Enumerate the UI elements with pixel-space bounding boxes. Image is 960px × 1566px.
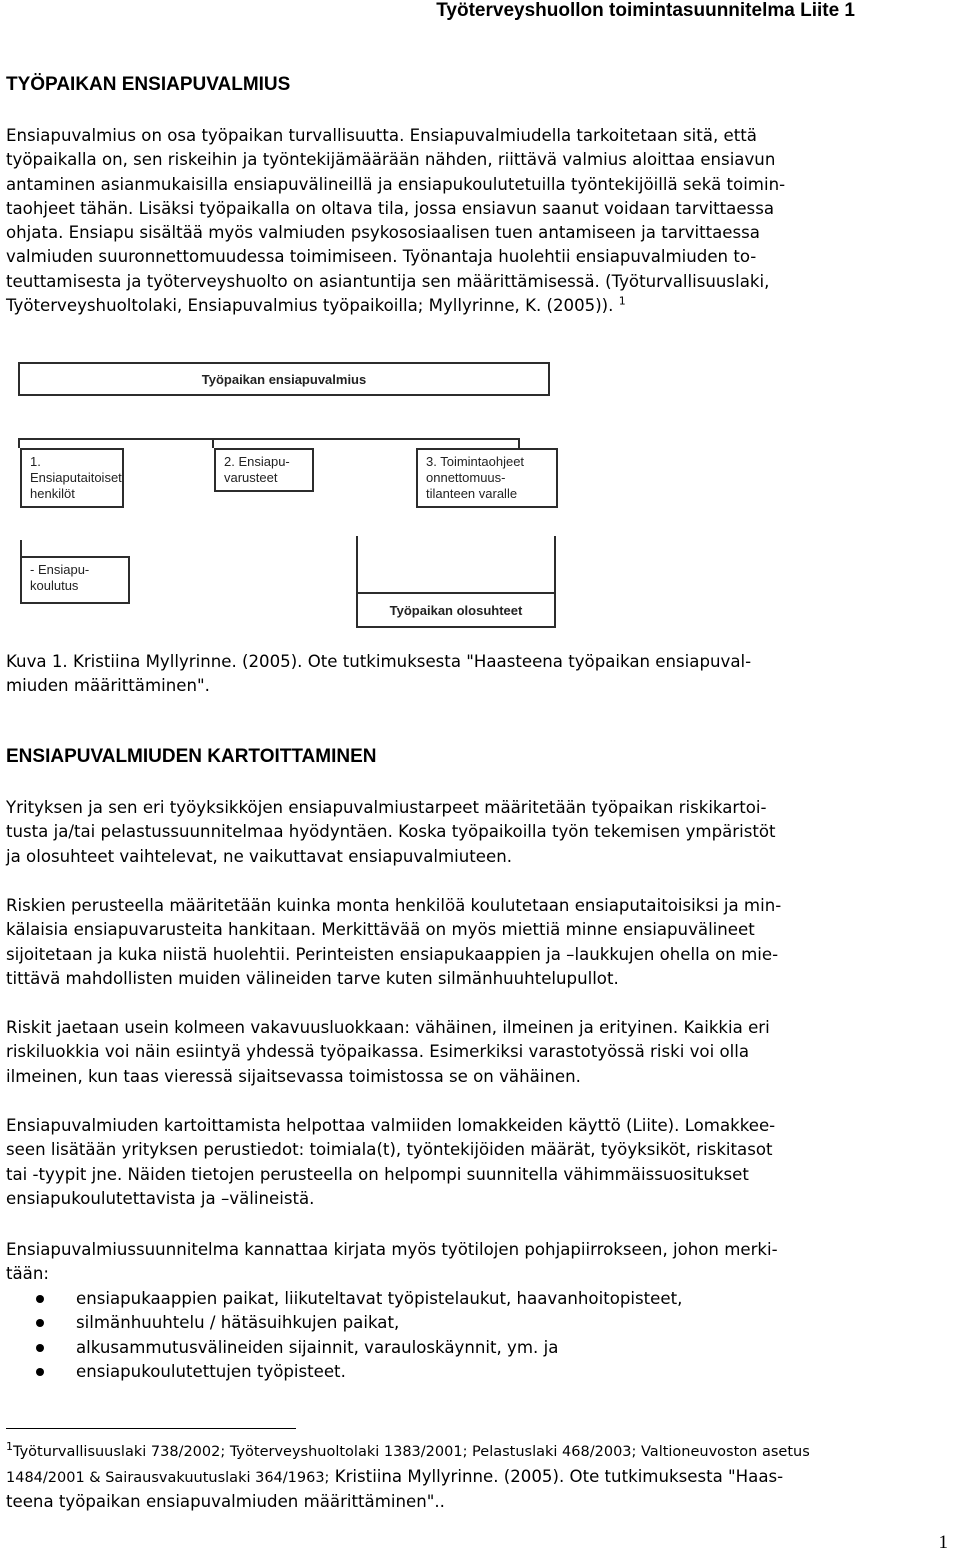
paragraph-line: Yrityksen ja sen eri työyksikköjen ensiapuvalmiustarpeet määritetään työpaikan riskikartoi- [6,798,767,817]
diagram-box-equipment [214,448,314,492]
diagram-box-line: 2. Ensiapu- [224,454,290,469]
bullet-list [6,1287,682,1384]
first-aid-readiness-diagram [12,358,568,630]
list-item [6,1287,682,1311]
paragraph-line: tusta ja/tai pelastussuunnitelmaa hyödyntäen. Koska työpaikoilla työn tekemisen ympäristöt [6,822,776,842]
paragraph-line: tai -tyypit jne. Näiden tietojen perusteella on helpompi suunnitella vähimmäissuositukset [6,1164,749,1184]
list-item [6,1336,682,1360]
section-heading-ensiapuvalmius: TYÖPAIKAN ENSIAPUVALMIUS [6,74,291,95]
intro-line: teuttamisesta ja työterveyshuolto on asiantuntija sen määrittämisessä. (Työturvallisuuslaki, [6,271,770,291]
diagram-box-training [20,556,130,604]
diagram-box-line: onnettomuus- [426,470,506,485]
paragraph-line: Ensiapuvalmiuden kartoittamista helpottaa valmiiden lomakkeiden käyttö (Liite). Lomakkee- [6,1116,776,1135]
diagram-connector [212,438,214,448]
paragraph-2 [6,894,954,991]
paragraph-line: tään: [6,1264,49,1284]
diagram-connector [18,438,518,440]
footnote-line: Kristiina Myllyrinne. (2005). Ote tutkimuksesta "Haas- [329,1466,784,1486]
diagram-connector [18,438,20,448]
footnote-reference: 1 [618,294,626,308]
intro-line: Ensiapuvalmius on osa työpaikan turvallisuutta. Ensiapuvalmiudella tarkoitetaan sitä, että [6,126,757,145]
footnote-number: 1 [6,1440,13,1454]
page-number: 1 [938,1532,948,1553]
paragraph-line: riskiluokkia voi näin esiintyä yhdessä työpaikassa. Esimerkiksi varastotyössä riski voi olla [6,1042,750,1062]
list-item-text: ensiapukoulutettujen työpisteet. [76,1361,346,1381]
bullet-icon [36,1344,44,1352]
diagram-box-line: Ensiaputaitoiset [30,470,122,485]
intro-paragraph [6,124,954,318]
paragraph-1 [6,796,954,869]
diagram-box-line: 3. Toimintaohjeet [426,454,525,469]
paragraph-line: kälaisia ensiapuvarusteita hankitaan. Merkittävää on myös miettiä minne ensiapuvälineet [6,920,755,940]
intro-line: ohjata. Ensiapu sisältää myös valmiuden psykososiaalisen tuen antamiseen ja tarvittaessa [6,223,760,243]
bullet-icon [36,1368,44,1376]
paragraph-line: sijoitetaan ja kuka niistä huolehtii. Perinteisten ensiapukaappien ja –laukkujen ohella on mie- [6,944,779,964]
paragraph-5 [6,1238,954,1287]
intro-line: työpaikalla on, sen riskeihin ja työntekijämäärään nähden, riittävä valmius aloittaa ensiavun [6,150,776,170]
paragraph-line: tittävä mahdollisten muiden välineiden tarve kuten silmänhuuhtelupullot. [6,968,619,988]
diagram-box-conditions: Työpaikan olosuhteet [356,592,556,628]
diagram-connector [20,540,22,556]
section-heading-kartoittaminen: ENSIAPUVALMIUDEN KARTOITTAMINEN [6,746,377,767]
list-item-text: silmänhuuhtelu / hätäsuihkujen paikat, [76,1313,400,1333]
paragraph-line: ensiapukoulutettavista ja –välineistä. [6,1188,315,1208]
page-header: Työterveyshuollon toimintasuunnitelma Liite 1 [436,0,855,21]
list-item [6,1311,682,1335]
bullet-icon [36,1319,44,1327]
paragraph-line: Ensiapuvalmiussuunnitelma kannattaa kirjata myös työtilojen pohjapiirrokseen, johon merki- [6,1240,778,1259]
footnote-divider [6,1428,296,1429]
paragraph-4 [6,1114,954,1211]
footnote-line: Työturvallisuuslaki 738/2002; Työterveyshuoltolaki 1383/2001; Pelastuslaki 468/2003; Valtioneuvoston asetus [13,1444,810,1460]
paragraph-line: seen lisätään yrityksen perustiedot: toimiala(t), työntekijöiden määrät, työyksiköt, riskitasot [6,1140,773,1160]
intro-line: taohjeet tähän. Lisäksi työpaikalla on oltava tila, jossa ensiavun saanut voidaan tarvittaessa [6,198,775,218]
diagram-box-line: varusteet [224,470,278,485]
paragraph-line: ja olosuhteet vaihtelevat, ne vaikuttavat ensiapuvalmiuteen. [6,846,513,866]
caption-line: miuden määrittäminen". [6,676,210,696]
diagram-box-trained-persons [20,448,124,508]
diagram-title-box: Työpaikan ensiapuvalmius [18,362,550,396]
diagram-connector [554,536,556,592]
diagram-box-line: koulutus [30,578,79,593]
diagram-box-instructions [416,448,558,508]
bullet-icon [36,1295,44,1303]
paragraph-3 [6,1016,954,1089]
intro-line: antaminen asianmukaisilla ensiapuvälineillä ja ensiapukoulutetuilla työntekijöillä sekä toimin- [6,174,786,194]
diagram-box-line: - Ensiapu- [30,562,90,577]
paragraph-line: ilmeinen, kun taas vieressä sijaitsevassa toimistossa se on vähäinen. [6,1066,581,1086]
footnote-line: 1484/2001 & Sairausvakuutuslaki 364/1963; [6,1469,330,1486]
diagram-box-line: henkilöt [30,486,75,501]
diagram-box-line: 1. [30,454,41,469]
diagram-connector [518,438,520,448]
list-item [6,1360,682,1384]
diagram-box-line: tilanteen varalle [426,486,518,501]
intro-line: valmiuden suuronnettomuudessa toimimiseen. Työnantaja huolehtii ensiapuvalmiuden to- [6,247,757,267]
list-item-text: alkusammutusvälineiden sijainnit, varauloskäynnit, ym. ja [76,1337,559,1357]
footnote-line: teena työpaikan ensiapuvalmiuden määrittäminen".. [6,1492,445,1511]
caption-line: Kuva 1. Kristiina Myllyrinne. (2005). Ote tutkimuksesta "Haasteena työpaikan ensiapuval- [6,652,752,671]
intro-line: Työterveyshuoltolaki, Ensiapuvalmius työpaikoilla; Myllyrinne, K. (2005)). [6,296,614,316]
paragraph-line: Riskit jaetaan usein kolmeen vakavuusluokkaan: vähäinen, ilmeinen ja erityinen. Kaikkia eri [6,1018,770,1037]
footnote [6,1440,954,1515]
figure-caption [6,650,954,699]
paragraph-line: Riskien perusteella määritetään kuinka monta henkilöä koulutetaan ensiaputaitoisiksi ja min- [6,896,782,915]
list-item-text: ensiapukaappien paikat, liikuteltavat työpistelaukut, haavanhoitopisteet, [76,1289,683,1308]
diagram-connector [356,536,358,592]
